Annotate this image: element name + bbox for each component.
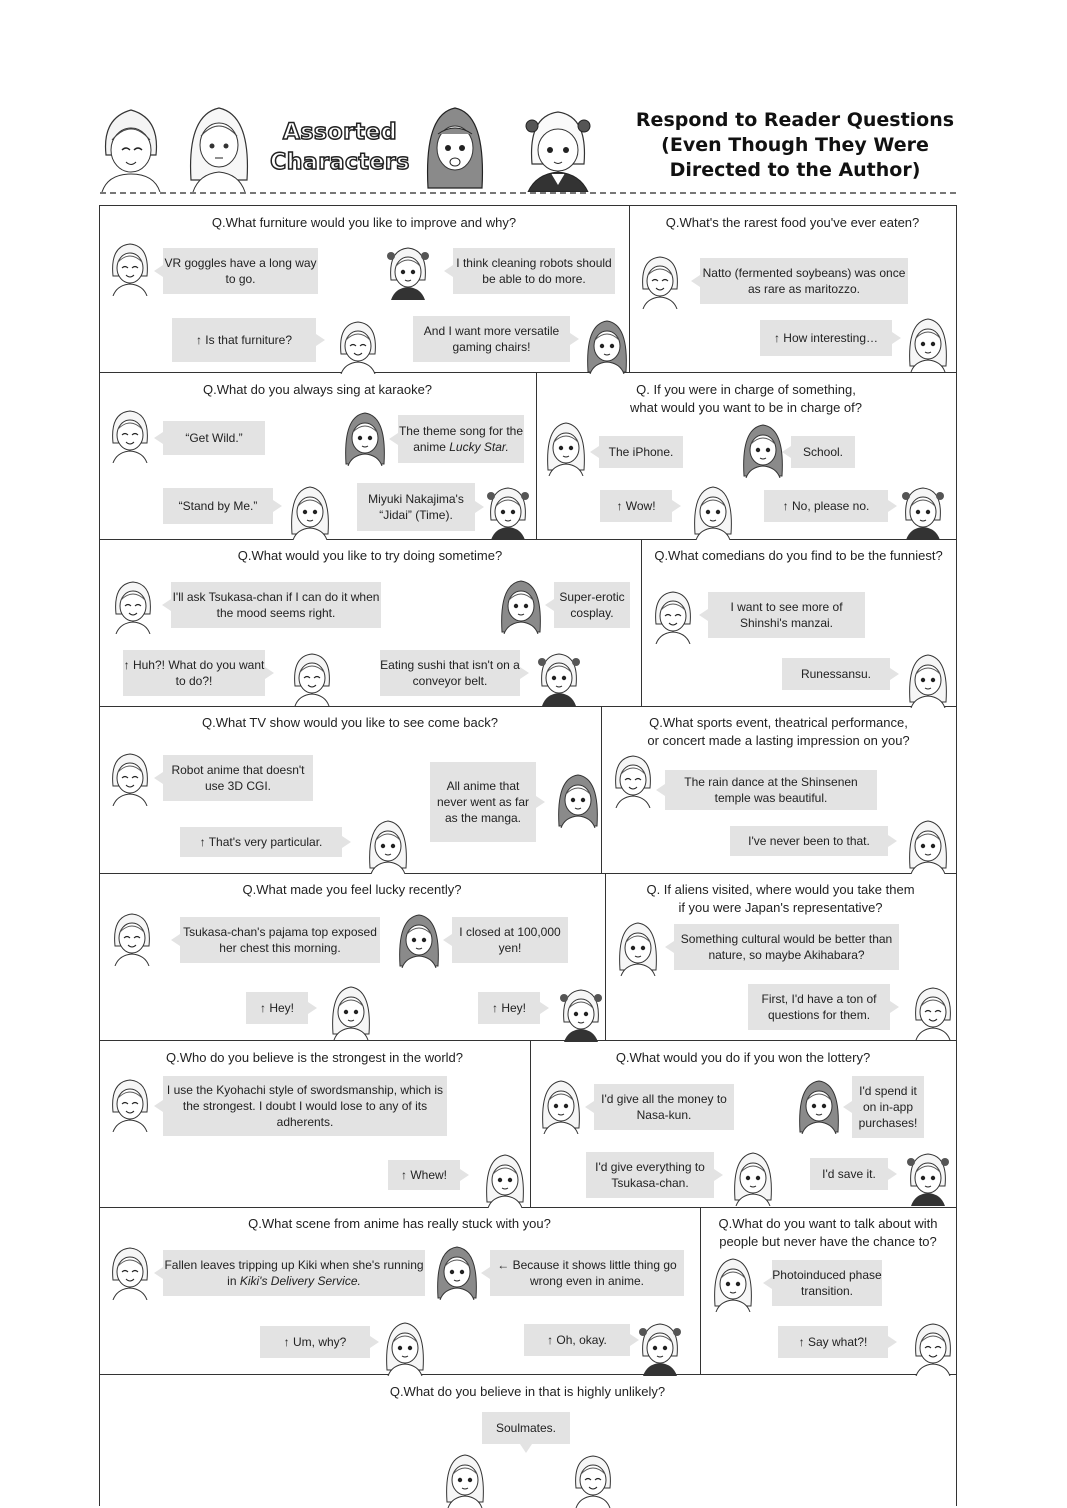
question-text: Q.What's the rarest food you've ever eaten? — [665, 215, 920, 230]
question-line-2: if you were Japan's representative? — [678, 900, 883, 915]
speech-bubble: And I want more versatile gaming chairs! — [413, 316, 570, 362]
speech-bubble: ↑ Say what?! — [778, 1326, 888, 1358]
question-text — [700, 1215, 956, 1251]
character-face-icon — [342, 410, 388, 466]
speech-bubble: ↑ Oh, okay. — [524, 1324, 630, 1356]
question-text — [605, 881, 956, 917]
speech-bubble: ↑ How interesting… — [760, 320, 892, 356]
question-line-1: Q. If you were in charge of something, — [636, 382, 856, 397]
speech-bubble: I'd give all the money to Nasa-kun. — [594, 1084, 734, 1130]
row-divider — [99, 873, 956, 874]
speech-bubble: First, I'd have a ton of questions for them. — [748, 984, 890, 1030]
question-text: Q.What would you do if you won the lottery? — [615, 1050, 871, 1065]
bubble-text: Fallen leaves tripping up Kiki when she's running in — [164, 1258, 424, 1288]
speech-bubble: I'll ask Tsukasa-chan if I can do it when the mood seems right. — [171, 582, 381, 628]
label-line-2: Characters — [270, 150, 410, 175]
row-divider — [99, 372, 956, 373]
character-face-icon — [289, 650, 335, 706]
character-face-icon — [538, 1078, 584, 1134]
speech-bubble: ↑ Hey! — [246, 992, 308, 1024]
character-face-icon — [910, 984, 956, 1040]
question-text: Q.What do you always sing at karaoke? — [202, 382, 433, 397]
header-divider — [100, 192, 956, 194]
character-face-icon — [110, 578, 156, 634]
speech-bubble: ↑ No, please no. — [764, 490, 888, 522]
speech-bubble: Tsukasa-chan's pajama top exposed her chest this morning. — [180, 917, 380, 963]
speech-bubble: ↑ Um, why? — [260, 1326, 370, 1358]
character-face-icon — [650, 588, 696, 644]
character-face-icon — [287, 484, 333, 540]
character-face-icon — [637, 1320, 683, 1376]
character-face-icon — [555, 772, 601, 828]
character-face-icon — [710, 1256, 756, 1312]
character-face-icon — [536, 650, 582, 706]
row-divider — [99, 706, 956, 707]
character-face-icon — [482, 1152, 528, 1208]
character-art-short-hair-girl — [98, 100, 164, 192]
speech-bubble: “Get Wild.” — [163, 421, 265, 455]
character-face-icon — [107, 1244, 153, 1300]
title-line-2: (Even Though They Were — [661, 134, 929, 156]
character-face-icon — [910, 1320, 956, 1376]
question-line-1: Q.What sports event, theatrical performance, — [649, 715, 908, 730]
question-line-2: what would you want to be in charge of? — [630, 400, 862, 415]
character-face-icon — [385, 244, 431, 300]
character-face-icon — [900, 484, 946, 540]
character-face-icon — [905, 652, 951, 708]
title-line-1: Respond to Reader Questions — [635, 109, 955, 131]
character-face-icon — [328, 984, 374, 1040]
character-face-icon — [690, 484, 736, 540]
bubble-italic-text: Kiki's Delivery Service. — [239, 1274, 361, 1288]
label-line-1: Assorted — [282, 120, 398, 145]
question-line-1: Q.What do you want to talk about with — [718, 1216, 938, 1231]
speech-bubble: “Stand by Me.” — [163, 488, 273, 524]
character-face-icon — [584, 318, 630, 374]
question-text — [536, 381, 956, 417]
speech-bubble: The iPhone. — [599, 436, 683, 468]
speech-bubble: ← Because it shows little thing go wrong even in anime. — [490, 1250, 684, 1296]
speech-bubble: Soulmates. — [482, 1412, 570, 1444]
page-title — [620, 108, 970, 183]
speech-bubble: Super-erotic cosplay. — [554, 582, 630, 628]
question-text: Q.What made you feel lucky recently? — [242, 882, 462, 897]
speech-bubble: I closed at 100,000 yen! — [452, 917, 568, 963]
character-face-icon — [905, 1150, 951, 1206]
character-art-hair-ornament-girl — [522, 104, 594, 192]
character-art-dark-hair-girl — [422, 102, 488, 192]
speech-bubble: Miyuki Nakajima's “Jidai” (Time). — [357, 483, 475, 531]
speech-bubble — [163, 1250, 425, 1296]
character-face-icon — [730, 1150, 776, 1206]
character-face-icon — [740, 422, 786, 478]
question-line-2: or concert made a lasting impression on you? — [647, 733, 910, 748]
question-text: Q.What do you believe in that is highly unlikely? — [389, 1384, 666, 1399]
row-divider — [99, 1374, 956, 1375]
speech-bubble: ↑ Hey! — [478, 992, 540, 1024]
speech-bubble: Photoinduced phase transition. — [772, 1260, 882, 1306]
speech-bubble: VR goggles have a long way to go. — [163, 248, 318, 294]
character-face-icon — [637, 253, 683, 309]
character-face-icon — [905, 316, 951, 372]
character-face-icon — [107, 240, 153, 296]
speech-bubble: I think cleaning robots should be able to do more. — [453, 248, 615, 294]
question-line-2: people but never have the chance to? — [719, 1234, 937, 1249]
character-face-icon — [615, 920, 661, 976]
character-face-icon — [396, 912, 442, 968]
speech-bubble: I'd spend it on in-app purchases! — [852, 1076, 924, 1138]
question-text: Q.What scene from anime has really stuck with you? — [248, 1216, 551, 1231]
speech-bubble — [398, 415, 524, 463]
character-face-icon — [107, 1076, 153, 1132]
bubble-italic-text: Lucky Star. — [449, 440, 509, 454]
question-text: Q.What would you like to try doing sometime? — [237, 548, 503, 563]
character-face-icon — [558, 986, 604, 1042]
speech-bubble: ↑ That's very particular. — [180, 827, 342, 857]
question-text: Q.What TV show would you like to see come back? — [201, 715, 498, 730]
bubble-text: The theme song for the anime — [398, 424, 524, 454]
speech-bubble: The rain dance at the Shinsenen temple was beautiful. — [665, 770, 877, 810]
character-art-long-hair-girl — [185, 100, 253, 192]
character-face-icon — [434, 1244, 480, 1300]
character-face-icon — [498, 578, 544, 634]
character-face-icon — [107, 407, 153, 463]
question-text — [601, 714, 956, 750]
character-face-icon — [107, 750, 153, 806]
speech-bubble: Natto (fermented soybeans) was once as rare as maritozzo. — [700, 258, 908, 304]
question-text: Q.Who do you believe is the strongest in the world? — [166, 1050, 463, 1065]
speech-bubble: All anime that never went as far as the manga. — [430, 762, 536, 842]
speech-bubble: Something cultural would be better than nature, so maybe Akihabara? — [674, 924, 899, 970]
character-face-icon — [109, 910, 155, 966]
speech-bubble: ↑ Is that furniture? — [172, 318, 316, 362]
speech-bubble: I'd give everything to Tsukasa-chan. — [586, 1152, 714, 1198]
speech-bubble: I use the Kyohachi style of swordsmanship, which is the strongest. I doubt I would lose to any of its adherents. — [163, 1076, 447, 1136]
question-text: Q.What comedians do you find to be the funniest? — [654, 548, 943, 563]
speech-bubble: I'd save it. — [810, 1158, 888, 1190]
assorted-characters-label — [265, 118, 415, 178]
speech-bubble: ↑ Whew! — [388, 1160, 460, 1190]
title-line-3: Directed to the Author) — [669, 159, 921, 181]
question-line-1: Q. If aliens visited, where would you take them — [646, 882, 915, 897]
speech-bubble: I want to see more of Shinshi's manzai. — [708, 592, 865, 638]
speech-bubble: Runessansu. — [782, 658, 890, 690]
character-face-icon — [543, 420, 589, 476]
row-divider — [99, 1040, 956, 1041]
character-face-icon — [610, 752, 656, 808]
character-face-icon — [335, 318, 381, 374]
question-text: Q.What furniture would you like to improve and why? — [211, 215, 517, 230]
character-face-icon — [485, 484, 531, 540]
character-face-icon — [905, 818, 951, 874]
speech-bubble: Robot anime that doesn't use 3D CGI. — [163, 755, 313, 801]
speech-bubble: Eating sushi that isn't on a conveyor belt. — [380, 650, 520, 696]
speech-bubble: School. — [791, 436, 855, 468]
character-face-icon — [365, 818, 411, 874]
character-face-icon — [796, 1078, 842, 1134]
speech-bubble: ↑ Huh?! What do you want to do?! — [123, 650, 265, 696]
speech-bubble: I've never been to that. — [730, 826, 888, 856]
character-face-icon — [382, 1320, 428, 1376]
speech-bubble: ↑ Wow! — [600, 490, 672, 522]
